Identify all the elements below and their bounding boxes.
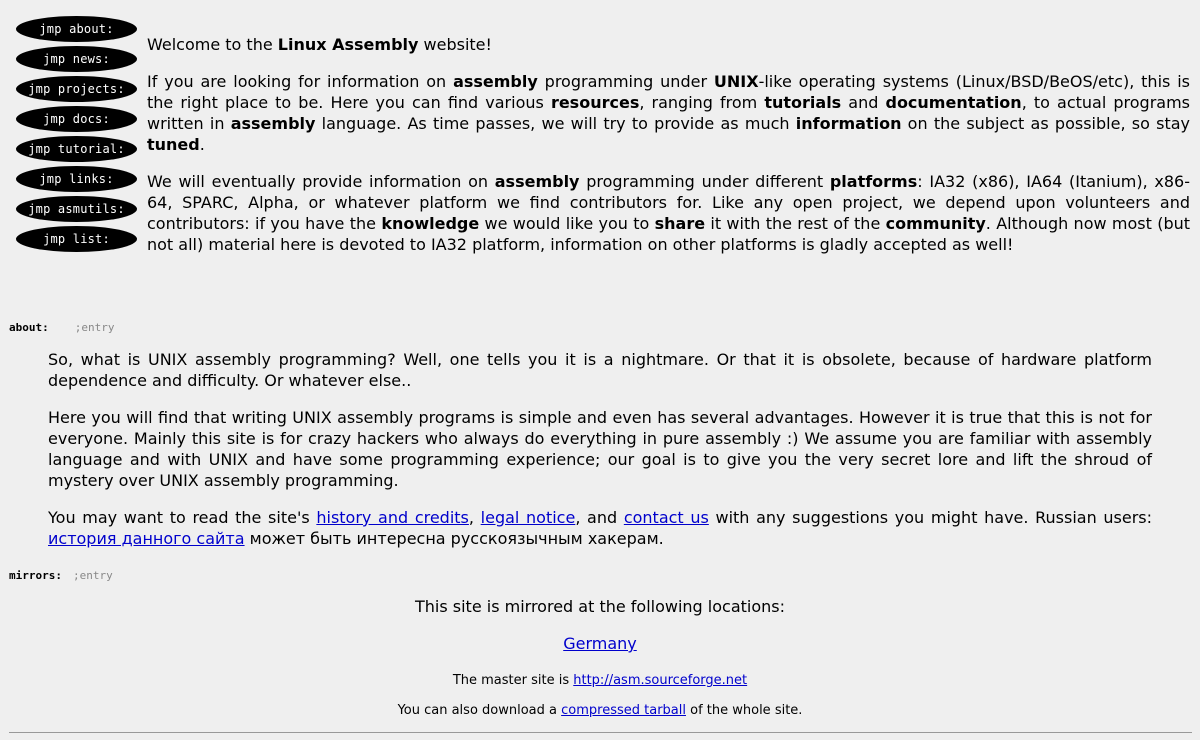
about-label-comment: ;entry (74, 321, 115, 334)
tarball-line: You can also download a compressed tarball of the whole site. (397, 703, 803, 718)
welcome-heading: Welcome to the Linux Assembly website! (147, 35, 492, 54)
nav-menu (16, 16, 137, 256)
about-paragraph-3: You may want to read the site's history and credits, legal notice, and contact us with any suggestions you might have. Russian users: история данного сайта может быть интересна русскоязычным хакерам. (48, 508, 1153, 548)
mirrors-section (0, 596, 1200, 719)
nav-tutorial-button[interactable]: jmp tutorial: (16, 136, 137, 162)
nav-projects-button[interactable]: jmp projects: (16, 76, 137, 102)
about-paragraph-1: So, what is UNIX assembly programming? Well, one tells you it is a nightmare. Or that it is obsolete, because of hardware platform dependence and difficulty. Or whatever else.. (48, 350, 1152, 390)
nav-list-button[interactable]: jmp list: (16, 226, 137, 252)
tarball-link[interactable]: compressed tarball (561, 703, 686, 718)
nav-asmutils-button[interactable]: jmp asmutils: (16, 196, 137, 222)
about-label-name: about: (9, 321, 49, 334)
about-section-label (9, 317, 115, 338)
mirrors-label-comment: ;entry (72, 569, 113, 582)
history-credits-link[interactable]: history and credits (316, 508, 469, 527)
nav-links-button[interactable]: jmp links: (16, 166, 137, 192)
nav-docs-button[interactable]: jmp docs: (16, 106, 137, 132)
germany-mirror-link[interactable]: Germany (563, 634, 637, 653)
welcome-section (147, 34, 1190, 271)
master-site-link[interactable]: http://asm.sourceforge.net (573, 673, 748, 688)
legal-notice-link[interactable]: legal notice (480, 508, 576, 527)
nav-news-button[interactable]: jmp news: (16, 46, 137, 72)
intro-paragraph: If you are looking for information on assembly programming under UNIX-like operating systems (Linux/BSD/BeOS/etc), this is the right place to be. Here you can find various resources, ranging from tutorials and documentation, to actual programs written in assembly language. As time passes, we will try to provide as much information on the subject as possible, so stay tuned. (147, 72, 1191, 154)
contact-us-link[interactable]: contact us (623, 508, 709, 527)
mirrors-section-label (9, 565, 113, 586)
nav-about-button[interactable]: jmp about: (16, 16, 137, 42)
mirrors-label-name: mirrors: (9, 569, 62, 582)
mirror-germany-item (0, 633, 1200, 654)
footer-divider (9, 732, 1192, 733)
master-site-line: The master site is http://asm.sourceforge.net (452, 673, 748, 688)
mirrors-intro: This site is mirrored at the following locations: (414, 597, 786, 616)
russian-history-link[interactable]: история данного сайта (48, 529, 245, 548)
about-paragraph-2: Here you will find that writing UNIX assembly programs is simple and even has several advantages. However it is true that this is not for everyone. Mainly this site is for crazy hackers who always do everything in pure assembly :) We assume you are familiar with assembly language and with UNIX and have some programming experience; our goal is to give you the very secret lore and lift the shroud of mystery over UNIX assembly programming. (48, 408, 1152, 490)
platforms-paragraph: We will eventually provide information on assembly programming under different platforms: IA32 (x86), IA64 (Itanium), x86-64, SPARC, Alpha, or whatever platform we find contributors for. Like any open project, we depend upon volunteers and contributors: if you have the knowledge we would like you to share it with the rest of the community. Although now most (but not all) material here is devoted to IA32 platform, information on other platforms is gladly accepted as well! (147, 172, 1191, 254)
about-section (48, 349, 1152, 565)
